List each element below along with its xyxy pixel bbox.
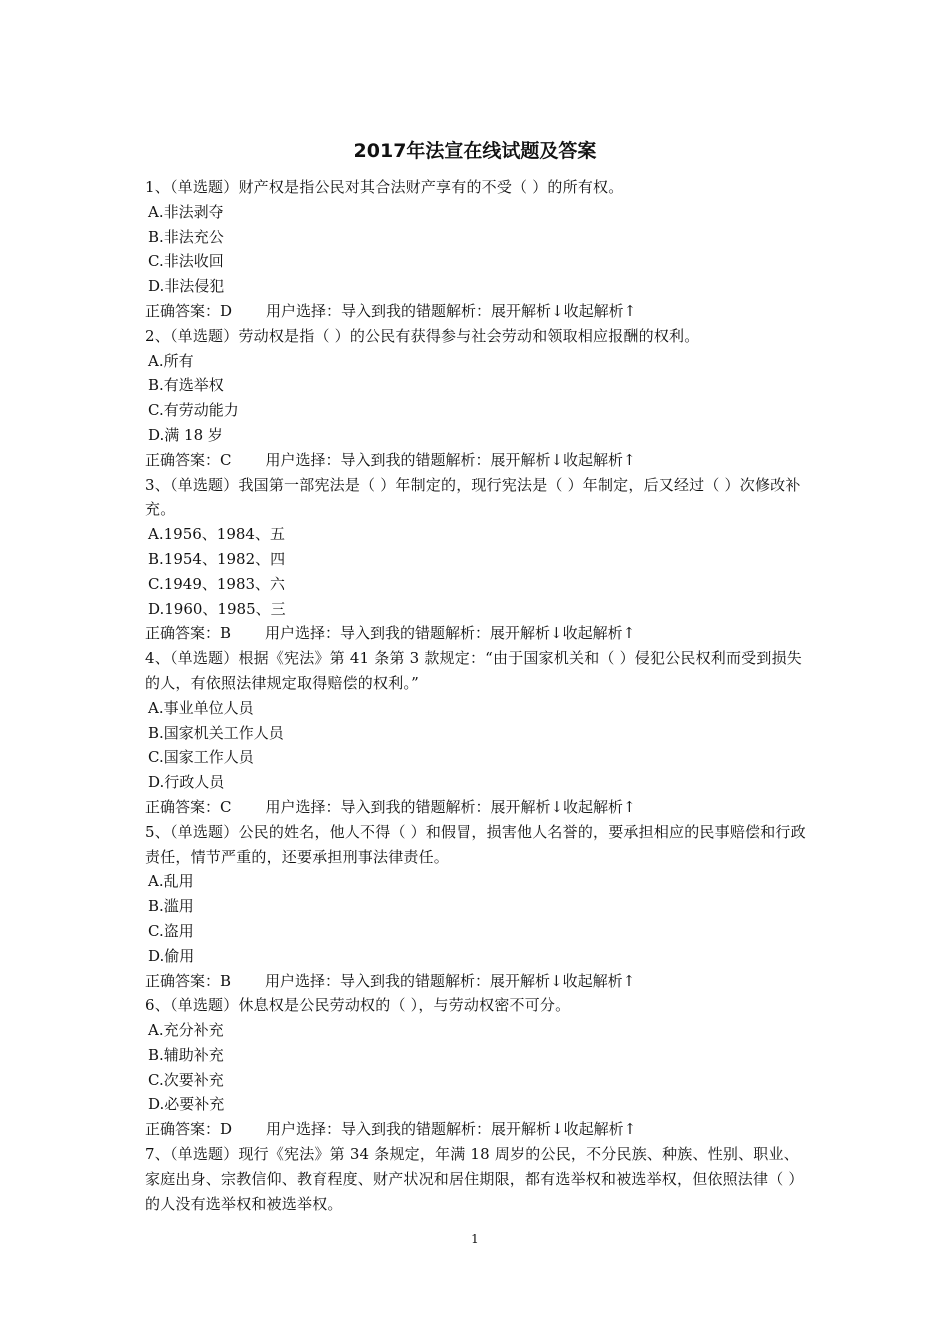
option-c: C.国家工作人员 bbox=[148, 748, 254, 767]
option-a: A.事业单位人员 bbox=[148, 698, 254, 717]
question-4 bbox=[145, 646, 810, 820]
option-b: B.有选举权 bbox=[148, 376, 224, 395]
option-b: B.1954、1982、四 bbox=[148, 549, 286, 568]
question-7 bbox=[145, 1142, 810, 1216]
answer-tail: 用户选择：导入到我的错题解析：展开解析↓收起解析↑ bbox=[265, 797, 636, 816]
answer-line bbox=[145, 299, 810, 324]
correct-answer: 正确答案：C bbox=[145, 797, 232, 816]
question-1 bbox=[145, 175, 810, 324]
option-a: A.乱用 bbox=[148, 872, 194, 891]
option-d: D.偷用 bbox=[148, 946, 195, 965]
question-text: 4、（单选题）根据《宪法》第 41 条第 3 款规定：“由于国家机关和（ ）侵犯公民权利而受到损失的人，有依照法律规定取得赔偿的权利。” bbox=[145, 649, 802, 692]
answer-line bbox=[145, 448, 810, 473]
document-title: 2017年法宣在线试题及答案 bbox=[353, 140, 597, 162]
answer-line bbox=[145, 1117, 810, 1142]
question-2 bbox=[145, 324, 810, 473]
option-b: B.非法充公 bbox=[148, 227, 224, 246]
correct-answer: 正确答案：D bbox=[145, 1120, 233, 1139]
answer-line bbox=[145, 795, 810, 820]
question-text: 3、（单选题）我国第一部宪法是（ ）年制定的，现行宪法是（ ）年制定，后又经过（ ）次修改补充。 bbox=[145, 475, 801, 519]
question-text: 7、（单选题）现行《宪法》第 34 条规定，年满 18 周岁的公民，不分民族、种族、性别、职业、家庭出身、宗教信仰、教育程度、财产状况和居住期限，都有选举权和被选举权，但依照法律（ ）的人没有选举权和被选举权。 bbox=[145, 1145, 804, 1213]
page-number: 1 bbox=[471, 1232, 479, 1246]
option-c: C.次要补充 bbox=[148, 1070, 224, 1089]
answer-line bbox=[145, 969, 810, 994]
answer-tail: 用户选择：导入到我的错题解析：展开解析↓收起解析↑ bbox=[265, 971, 636, 990]
option-c: C.非法收回 bbox=[148, 252, 224, 271]
question-3 bbox=[145, 473, 810, 647]
option-c: C.有劳动能力 bbox=[148, 401, 239, 420]
option-d: D.非法侵犯 bbox=[148, 277, 225, 296]
option-d: D.1960、1985、三 bbox=[148, 599, 286, 618]
correct-answer: 正确答案：B bbox=[145, 624, 232, 643]
question-text: 2、（单选题）劳动权是指（ ）的公民有获得参与社会劳动和领取相应报酬的权利。 bbox=[145, 326, 700, 345]
option-b: B.辅助补充 bbox=[148, 1045, 224, 1064]
answer-line bbox=[145, 621, 810, 646]
option-a: A.充分补充 bbox=[148, 1021, 224, 1040]
correct-answer: 正确答案：D bbox=[145, 301, 233, 320]
question-6 bbox=[145, 993, 810, 1142]
option-d: D.必要补充 bbox=[148, 1095, 225, 1114]
option-b: B.国家机关工作人员 bbox=[148, 723, 284, 742]
correct-answer: 正确答案：B bbox=[145, 971, 232, 990]
answer-tail: 用户选择：导入到我的错题解析：展开解析↓收起解析↑ bbox=[265, 450, 636, 469]
question-list bbox=[145, 175, 810, 1216]
option-a: A.1956、1984、五 bbox=[148, 525, 285, 544]
option-a: A.所有 bbox=[148, 351, 194, 370]
correct-answer: 正确答案：C bbox=[145, 450, 232, 469]
question-text: 5、（单选题）公民的姓名，他人不得（ ）和假冒，损害他人名誉的，要承担相应的民事赔偿和行政责任，情节严重的，还要承担刑事法律责任。 bbox=[145, 822, 806, 866]
option-a: A.非法剥夺 bbox=[148, 202, 224, 221]
answer-tail: 用户选择：导入到我的错题解析：展开解析↓收起解析↑ bbox=[265, 624, 636, 643]
question-5 bbox=[145, 820, 810, 994]
option-c: C.1949、1983、六 bbox=[148, 574, 286, 593]
option-d: D.行政人员 bbox=[148, 773, 225, 792]
answer-tail: 用户选择：导入到我的错题解析：展开解析↓收起解析↑ bbox=[266, 301, 637, 320]
answer-tail: 用户选择：导入到我的错题解析：展开解析↓收起解析↑ bbox=[266, 1120, 637, 1139]
question-text: 6、（单选题）休息权是公民劳动权的（ ），与劳动权密不可分。 bbox=[145, 996, 571, 1015]
option-b: B.滥用 bbox=[148, 897, 194, 916]
option-c: C.盗用 bbox=[148, 921, 194, 940]
question-text: 1、（单选题）财产权是指公民对其合法财产享有的不受（ ）的所有权。 bbox=[145, 178, 624, 196]
option-d: D.满 18 岁 bbox=[148, 425, 223, 444]
